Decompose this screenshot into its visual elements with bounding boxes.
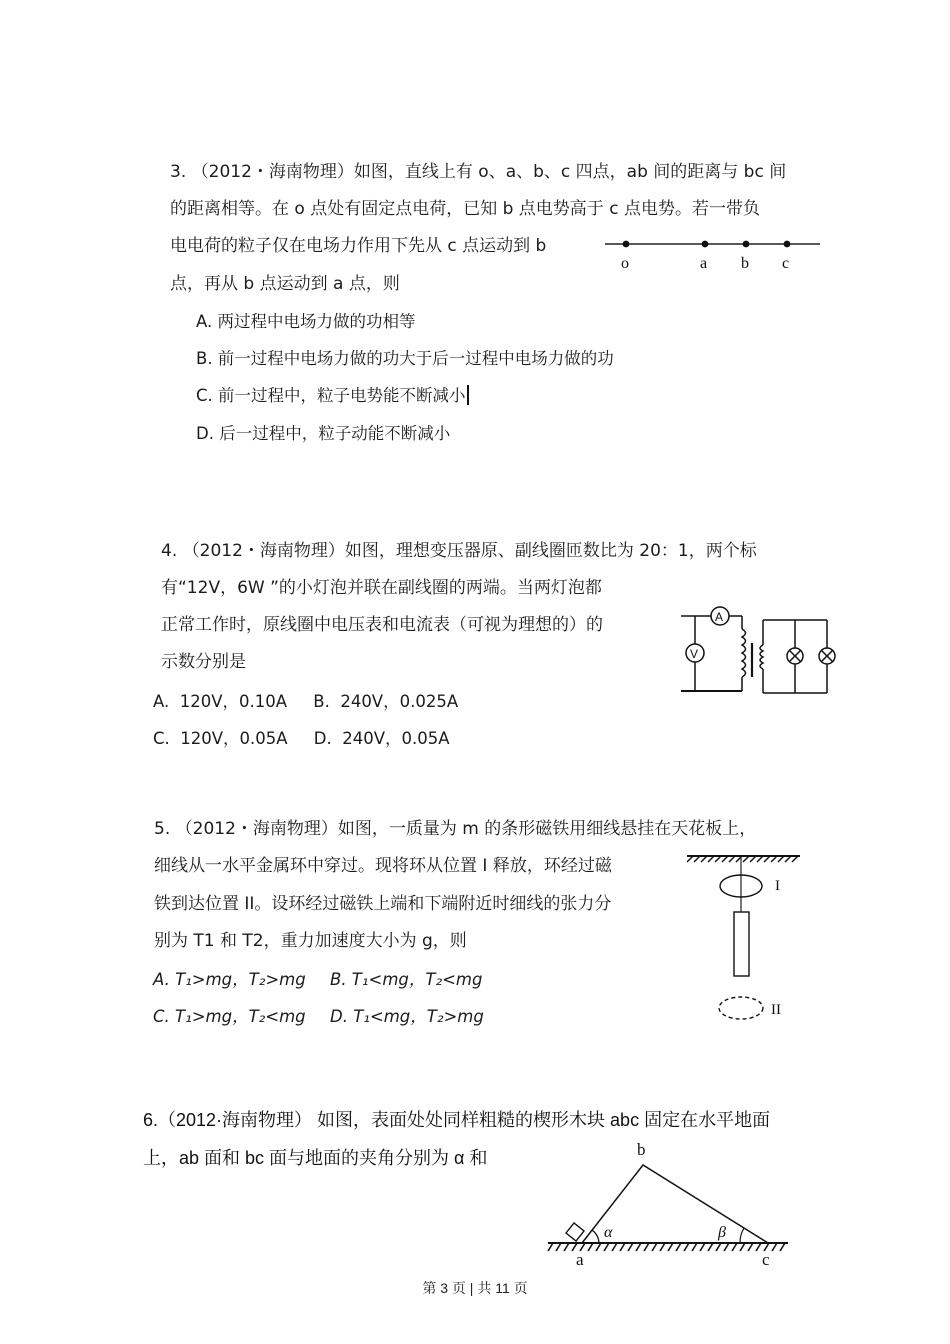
q5-option-d: D. T₁<mg，T₂>mg [330,1007,484,1026]
voltmeter-label: V [690,647,699,661]
vertex-b-label: b [637,1140,646,1159]
q3-line-2: 的距离相等。在 o 点处有固定点电荷，已知 b 点电势高于 c 点电势。若一带负 [170,199,760,219]
q3-option-c-text: C. 前一过程中，粒子电势能不断减小 [196,386,466,405]
q3-line-1: 3. （2012・海南物理）如图，直线上有 o、a、b、c 四点，ab 间的距离与 bc 间 [170,162,787,182]
q3-line-3: 电电荷的粒子仅在电场力作用下先从 c 点运动到 b [170,236,547,256]
q3-option-a: A. 两过程中电场力做的功相等 [196,312,416,331]
magnet-ring-diagram [685,850,805,1030]
q3-option-b: B. 前一过程中电场力做的功大于后一过程中电场力做的功 [196,349,614,368]
q3-option-d: D. 后一过程中，粒子动能不断减小 [196,424,451,443]
q5-line-4: 别为 T1 和 T2，重力加速度大小为 g，则 [154,931,467,951]
page-footer: 第 3 页 | 共 11 页 [422,1280,528,1296]
q5-option-a: A. T₁>mg，T₂>mg [153,970,306,989]
q6-line-1: 6.（2012·海南物理） 如图，表面处处同样粗糙的楔形木块 abc 固定在水平地面 [143,1110,771,1130]
transformer-circuit-diagram [675,605,845,700]
point-o-label: o [621,255,629,272]
q4-options-row-2: C. 120V，0.05A D. 240V，0.05A [153,729,450,748]
q5-option-c: C. T₁>mg，T₂<mg [153,1007,306,1026]
q5-line-2: 细线从一水平金属环中穿过。现将环从位置 I 释放，环经过磁 [154,856,612,876]
q3-line-4: 点，再从 b 点运动到 a 点，则 [170,274,400,294]
q6-line-2: 上，ab 面和 bc 面与地面的夹角分别为 α 和 [143,1148,488,1168]
q4-line-1: 4. （2012・海南物理）如图，理想变压器原、副线圈匝数比为 20：1，两个标 [161,541,757,561]
vertex-c-label: c [762,1250,770,1269]
alpha-label: α [604,1224,613,1241]
q4-line-2: 有“12V，6W ”的小灯泡并联在副线圈的两端。当两灯泡都 [161,578,602,598]
position-2-label: II [771,1002,781,1018]
q5-line-3: 铁到达位置 II。设环经过磁铁上端和下端附近时细线的张力分 [154,894,612,914]
point-a-label: a [700,255,708,272]
point-b-label: b [741,255,749,272]
q5-option-b: B. T₁<mg，T₂<mg [330,970,483,989]
vertex-a-label: a [576,1250,584,1269]
q4-line-4: 示数分别是 [161,652,246,672]
text-cursor [467,385,469,405]
q3-option-c [196,385,469,407]
ground-hatching [548,1243,785,1251]
q5-line-1: 5. （2012・海南物理）如图，一质量为 m 的条形磁铁用细线悬挂在天花板上， [154,819,757,839]
beta-label: β [718,1224,726,1241]
wedge-diagram [540,1135,800,1270]
q3-line-diagram [600,232,825,277]
q4-options-row-1: A. 120V，0.10A B. 240V，0.025A [153,692,459,711]
ammeter-label: A [715,610,724,624]
q4-line-3: 正常工作时，原线圈中电压表和电流表（可视为理想的）的 [161,615,603,635]
position-1-label: I [775,878,780,894]
small-block [566,1223,584,1241]
point-c-label: c [782,255,790,272]
